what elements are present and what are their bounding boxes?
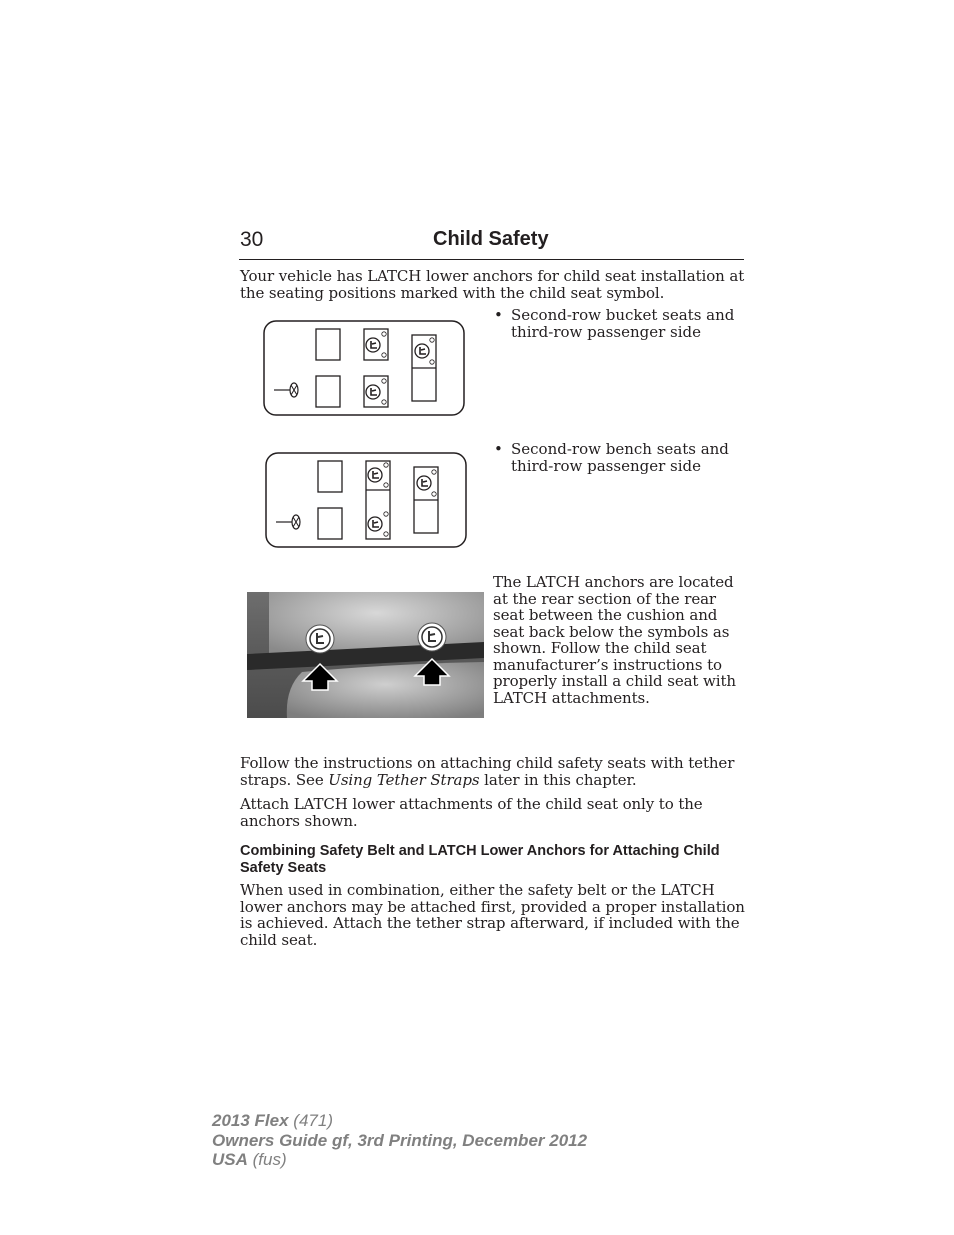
footer-line-model bbox=[212, 1111, 587, 1131]
child-seat-symbol-icon bbox=[364, 329, 388, 360]
latch-symbol-icon bbox=[418, 623, 446, 651]
latch-symbol-icon bbox=[306, 625, 334, 653]
bullet-dot: • bbox=[494, 440, 503, 458]
footer-guide: Owners Guide gf, 3rd Printing, December 2012 bbox=[212, 1130, 588, 1150]
latch-anchors-photo bbox=[247, 592, 484, 718]
footer-model: 2013 Flex bbox=[212, 1111, 289, 1130]
page-title: Child Safety bbox=[433, 228, 549, 250]
page-number: 30 bbox=[240, 228, 264, 251]
attach-paragraph: Attach LATCH lower attachments of the child seat only to the anchors shown. bbox=[240, 795, 703, 830]
bullet-text: Second-row bucket seats and third-row passenger side bbox=[511, 306, 735, 341]
footer-line-market bbox=[212, 1150, 587, 1170]
section-heading: Combining Safety Belt and LATCH Lower Anchors for Attaching Child Safety Seats bbox=[240, 843, 720, 876]
tether-straps-reference: Using Tether Straps bbox=[328, 770, 480, 789]
child-seat-symbol-icon bbox=[364, 376, 388, 407]
seating-diagram-bench bbox=[262, 450, 472, 552]
bullet-item bbox=[494, 307, 754, 347]
seating-diagram-bucket bbox=[260, 318, 470, 420]
footer-line-guide bbox=[212, 1131, 587, 1151]
combination-paragraph: When used in combination, either the safety belt or the LATCH lower anchors may be attached first, provided a proper installation is achieved. Attach the tether strap afterward, if included with the child seat. bbox=[240, 881, 745, 949]
intro-paragraph: Your vehicle has LATCH lower anchors for child seat installation at the seating positions marked with the child seat symbol. bbox=[240, 267, 745, 302]
tether-paragraph bbox=[240, 755, 750, 788]
footer-market: USA bbox=[212, 1150, 248, 1169]
bullet-text: Second-row bench seats and third-row passenger side bbox=[511, 440, 729, 475]
tether-text-before: Follow the instructions on attaching child safety seats with tether straps. See bbox=[240, 754, 735, 789]
footer-market-code: (fus) bbox=[252, 1150, 287, 1169]
footer bbox=[212, 1111, 587, 1170]
bullet-dot: • bbox=[494, 306, 503, 324]
tether-text-after: later in this chapter. bbox=[479, 770, 637, 789]
latch-location-text: The LATCH anchors are located at the rear section of the rear seat between the cushion and seat back below the symbols as shown. Follow the child seat manufacturer’s instructions to properly install a child seat with LATCH attachments. bbox=[493, 573, 736, 707]
footer-model-code: (471) bbox=[293, 1111, 333, 1130]
header-rule bbox=[239, 259, 744, 260]
bullet-item bbox=[494, 441, 754, 481]
